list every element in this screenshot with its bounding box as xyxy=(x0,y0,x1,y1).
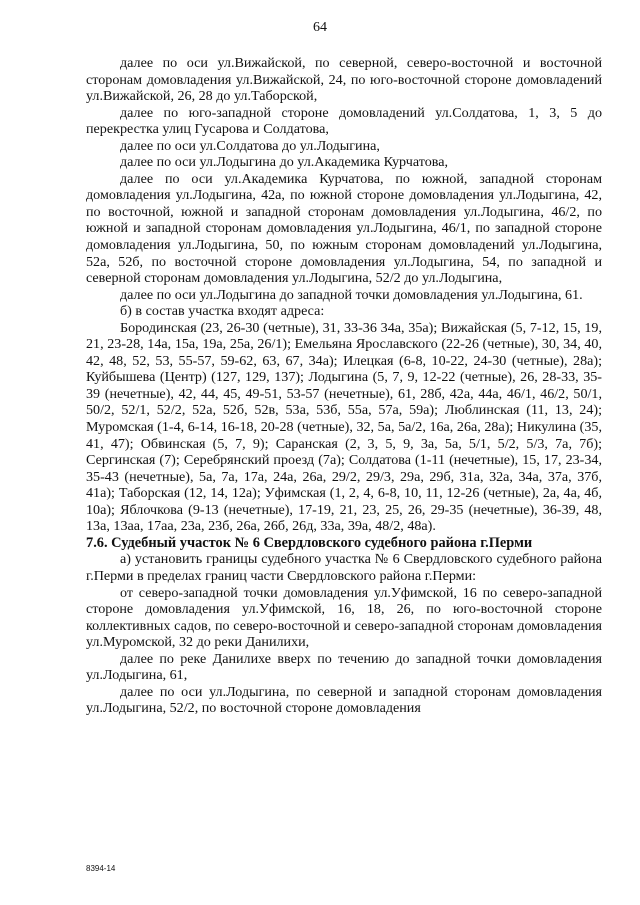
paragraph: далее по оси ул.Вижайской, по северной, северо-восточной и восточной сторонам домовладения ул.Вижайской, 24, по юго-восточной стороне домовладений ул.Вижайской, 26, 28 до ул.Таборской, xyxy=(86,55,602,105)
paragraph: далее по оси ул.Лодыгина до ул.Академика Курчатова, xyxy=(120,154,448,171)
paragraph: от северо-западной точки домовладения ул.Уфимской, 16 по северо-западной стороне домовладения ул.Уфимской, 16, 18, 26, по юго-восточной стороне коллективных садов, по северо-восточной и северо-западной сторонам домовладения ул.Муромской, 32 до реки Данилихи, xyxy=(86,584,602,651)
paragraph: а) установить границы судебного участка № 6 Свердловского судебного района г.Перми в пределах границ части Свердловского района г.Перми: xyxy=(86,551,602,584)
document-body xyxy=(86,55,602,717)
paragraph: далее по юго-западной стороне домовладений ул.Солдатова, 1, 3, 5 до перекрестка улиц Гусарова и Солдатова, xyxy=(86,104,602,138)
section-heading: 7.6. Судебный участок № 6 Свердловского судебного района г.Перми xyxy=(86,534,533,551)
paragraph: далее по оси ул.Солдатова до ул.Лодыгина, xyxy=(120,137,380,154)
address-list-paragraph: Бородинская (23, 26-30 (четные), 31, 33-36 34а, 35а); Вижайская (5, 7-12, 15, 19, 21, 23-28, 14а, 15а, 19а, 25а, 26/1); Емельяна Ярославского (22-26 (четные), 30, 34, 40, 42, 48, 52, 53, 55-57, 59-62, 63, 67, 34а); Илецкая (6-8, 10-22, 24-30 (четные), 28а); Куйбышева (Центр) (127, 129, 137); Лодыгина (5, 7, 9, 12-22 (четные), 26, 28-33, 35-39 (нечетные), 42, 44, 45, 49-51, 53-57 (нечетные), 61, 28б, 42а, 44а, 46/1, 46/2, 50/1, 50/2, 52/1, 52/2, 52а, 52б, 52в, 53а, 53б, 55а, 57а, 59а); Люблинская (11, 13, 24); Муромская (1-4, 6-14, 16-18, 20-28 (четные), 32, 5а, 5а/2, 16а, 26а, 28а); Никулина (35, 41, 47); Обвинская (5, 7, 9); Саранская (2, 3, 5, 9, 3а, 5а, 5/1, 5/2, 5/3, 7а, 7б); Сергинская (7); Серебрянский проезд (7а); Солдатова (1-11 (нечетные), 15, 17, 23-34, 35-43 (нечетные), 5а, 7а, 17а, 24а, 26а, 29/2, 29/3, 29а, 29б, 31а, 32а, 34а, 37а, 37б, 41а); Таборская (12, 14, 12а); Уфимская (1, 2, 4, 6-8, 10, 11, 12-26 (четные), 2а, 4а, 4б, 10а); Яблочкова (9-13 (нечетные), 17-19, 21, 23, 25, 26, 29-35 (нечетные), 36-39, 48, 13а, 13аа, 17аа, 23а, 23б, 26а, 26б, 26д, 33а, 39а, 48/2, 48а). xyxy=(86,319,602,535)
paragraph: б) в состав участка входят адреса: xyxy=(120,303,325,320)
paragraph: далее по оси ул.Лодыгина до западной точки домовладения ул.Лодыгина, 61. xyxy=(120,286,583,303)
paragraph: далее по оси ул.Лодыгина, по северной и западной сторонам домовладения ул.Лодыгина, 52/2, по восточной стороне домовладения xyxy=(86,683,602,717)
footer-document-code: 8394-14 xyxy=(86,864,116,873)
paragraph: далее по реке Данилихе вверх по течению до западной точки домовладения ул.Лодыгина, 61, xyxy=(86,650,602,684)
page-number: 64 xyxy=(313,20,327,35)
paragraph: далее по оси ул.Академика Курчатова, по южной, западной сторонам домовладения ул.Лодыгина, 42а, по южной стороне домовладения ул.Лодыгина, 42, по восточной, южной и западной сторонам домовладения ул.Лодыгина, 46/2, по южной и западной сторонам домовладения ул.Лодыгина, 46/1, по западной стороне домовладения ул.Лодыгина, 50, по южным сторонам домовладений ул.Лодыгина, 52а, 52б, по восточной стороне домовладения ул.Лодыгина, 54, по западной и северной сторонам домовладения ул.Лодыгина, 52/2 до ул.Лодыгина, xyxy=(86,170,602,287)
